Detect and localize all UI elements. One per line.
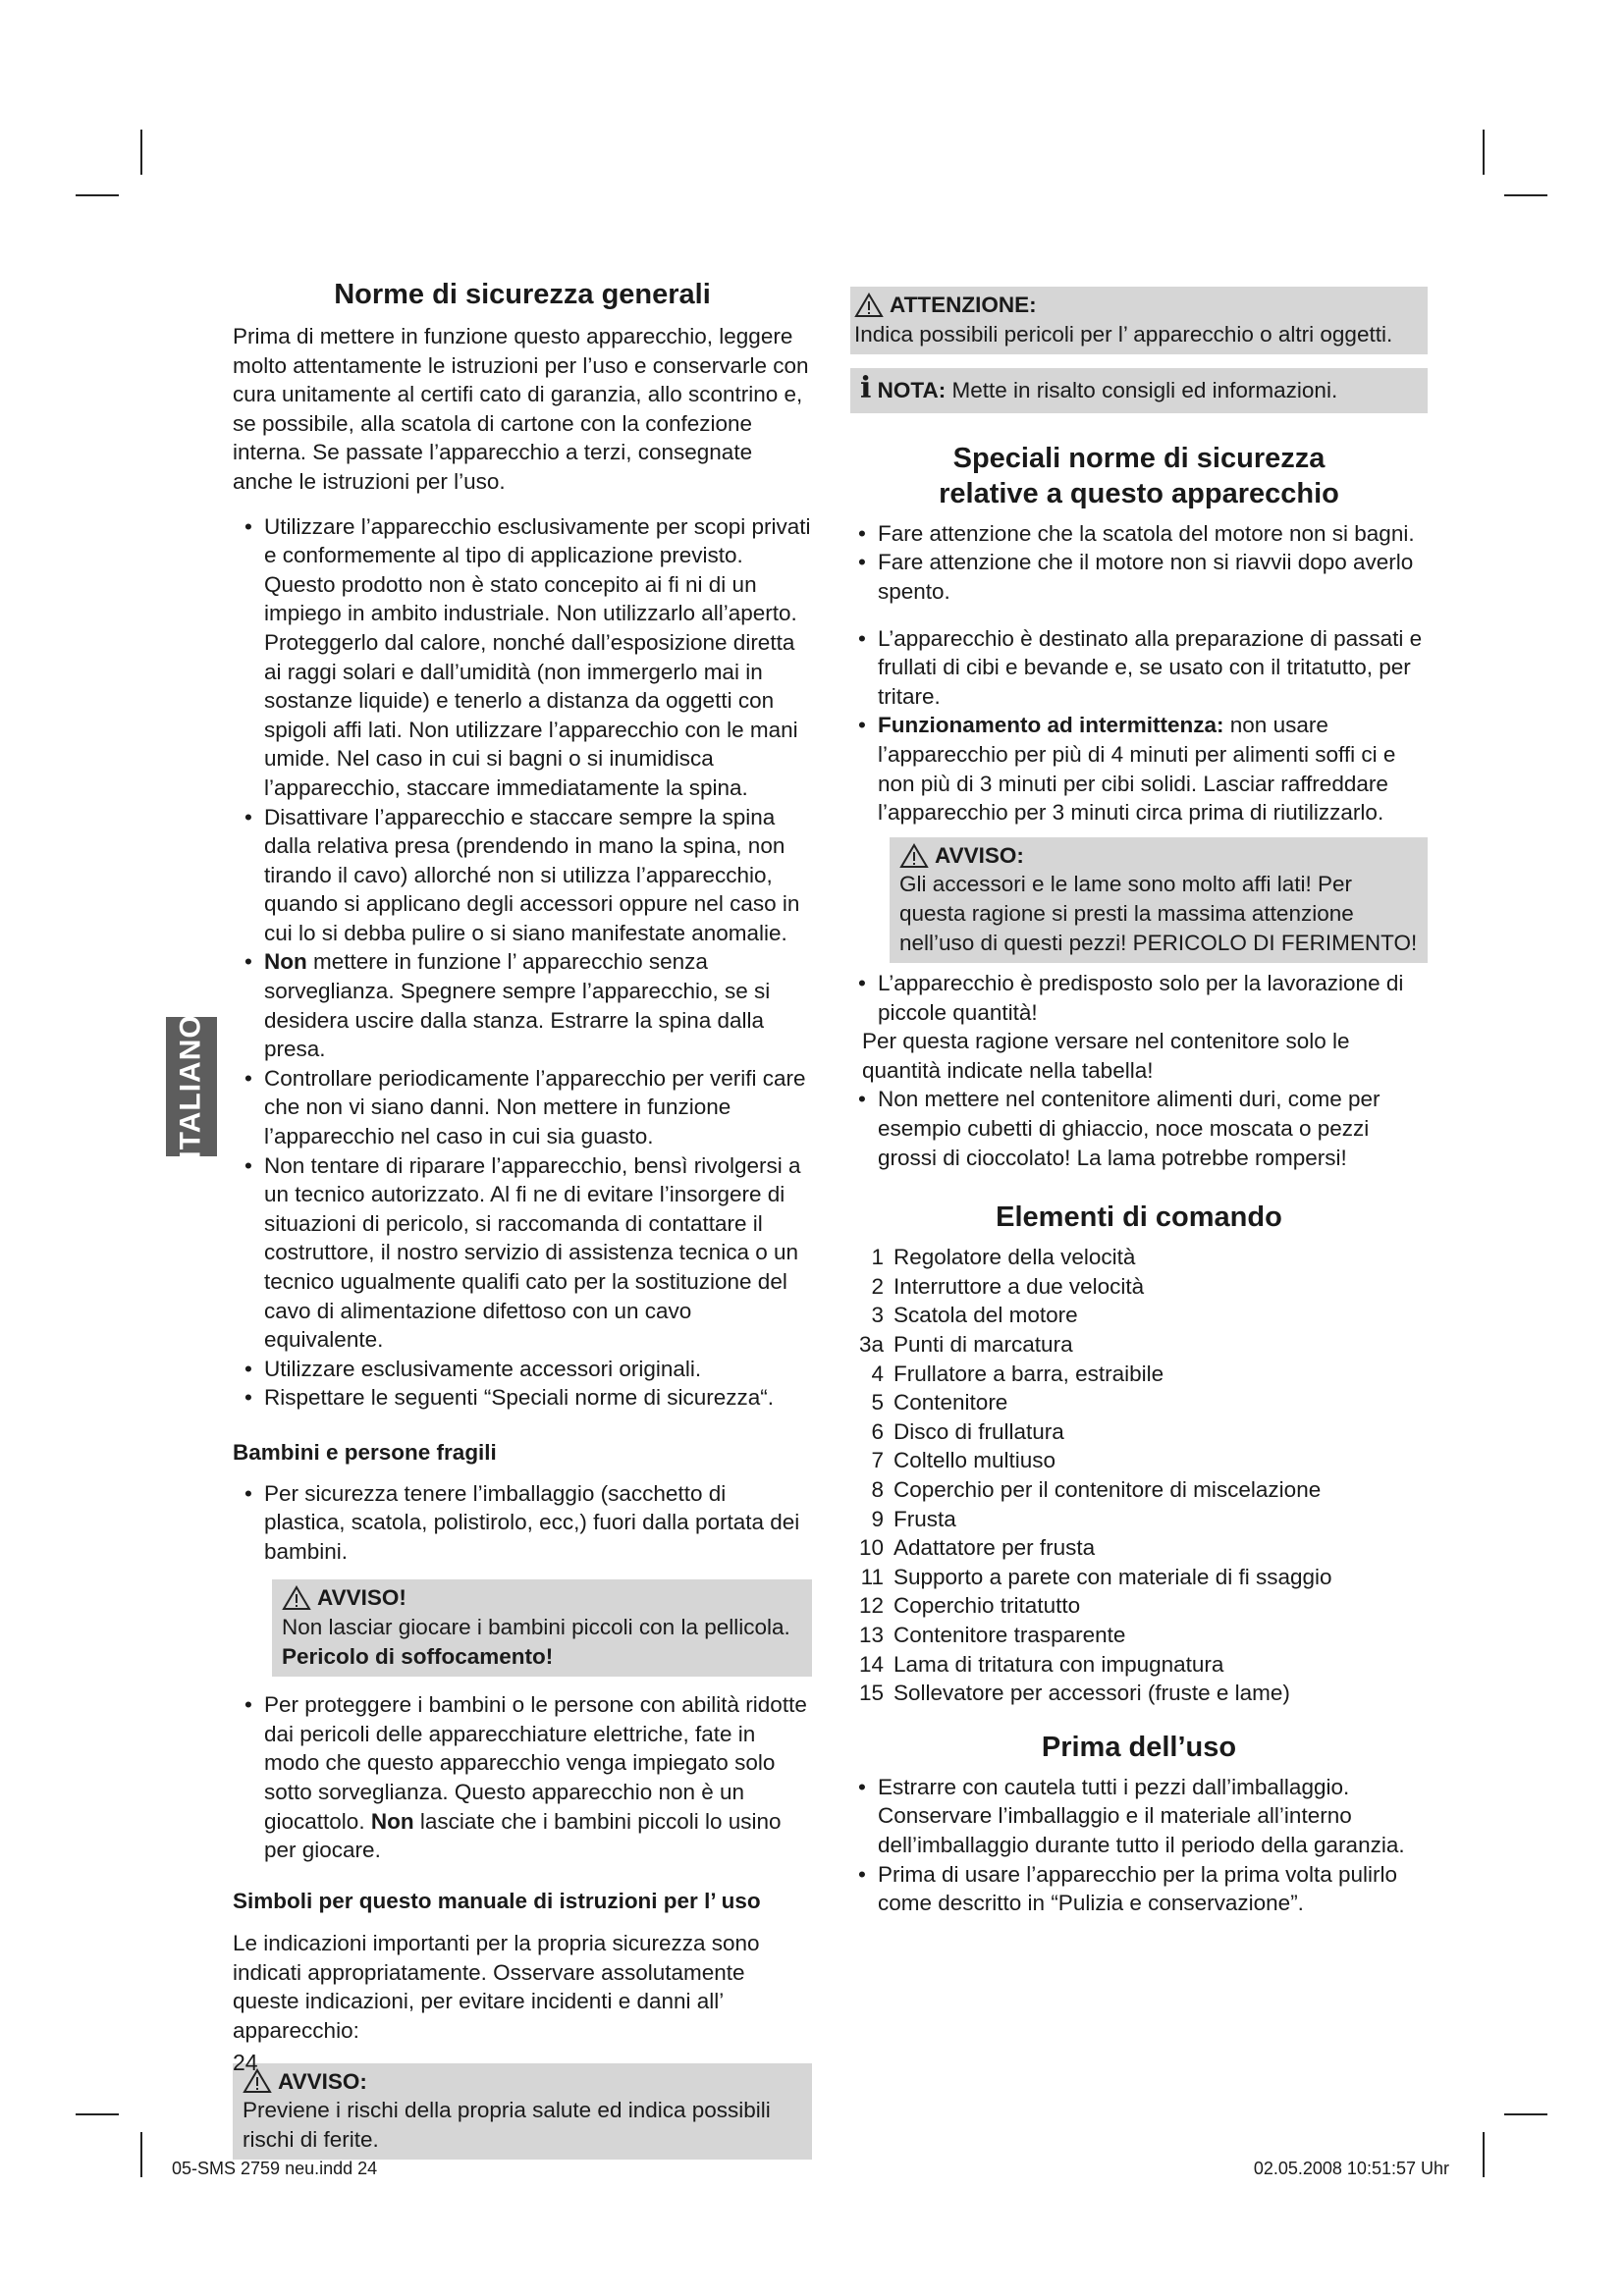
crop-mark (76, 2113, 119, 2115)
control-item (850, 1243, 1428, 1272)
control-label: Sollevatore per accessori (fruste e lame) (893, 1681, 1290, 1706)
list-item: • Disattivare l’apparecchio e staccare sempre la spina dalla relativa presa (prendendo in mano la spina, non tirando il cavo) allorché non si utilizza l’apparecchio, quando si applicano degli accessori oppure nel caso in cui lo si debba pulire o si siano manifestate anomalie. (264, 803, 812, 948)
list-item-text: Per proteggere i bambini o le persone con abilità ridotte dai pericoli delle apparecchiature elettriche, fate in modo che questo apparecchio venga impiegato solo sotto sorveglianza. Questo apparecchio non è un giocattolo. (264, 1692, 807, 1834)
quantity-paragraph: Per questa ragione versare nel contenitore solo le quantità indicate nella tabella! (862, 1029, 1350, 1083)
subheading: Simboli per questo manuale di istruzioni per l’ uso (233, 1888, 761, 1913)
crop-mark (1504, 2113, 1547, 2115)
warning-title (243, 2067, 802, 2097)
list-item: • Non mettere nel contenitore alimenti duri, come per esempio cubetti di ghiaccio, noce moscata o pezzi grossi di cioccolato! La lama potrebbe rompersi! (878, 1085, 1428, 1172)
bold-text: Non (264, 949, 307, 975)
control-label: Coperchio tritatutto (893, 1593, 1081, 1619)
control-number: 6 (871, 1418, 884, 1444)
controls-list (850, 1243, 1428, 1708)
control-item (850, 1475, 1428, 1505)
control-number: 10 (858, 1535, 884, 1561)
attention-title (854, 291, 1418, 320)
list-item-text: lasciate che i bambini piccoli lo usino per giocare. (264, 1808, 782, 1863)
warning-box (272, 1579, 812, 1677)
control-item (850, 1563, 1428, 1592)
footer-file: 05-SMS 2759 neu.indd 24 (172, 2159, 378, 2178)
control-label: Contenitore (893, 1390, 1008, 1415)
control-item (850, 1388, 1428, 1417)
crop-mark (140, 2132, 142, 2177)
warning-box (890, 837, 1428, 963)
control-number: 2 (871, 1273, 884, 1299)
warning-box (233, 2063, 812, 2161)
control-item (850, 1446, 1428, 1475)
list-item (264, 947, 812, 1063)
control-number: 3a (858, 1332, 884, 1358)
section-heading: Elementi di comando (996, 1201, 1282, 1234)
section-heading: Prima dell’uso (1041, 1731, 1237, 1763)
control-label: Regolatore della velocità (893, 1245, 1136, 1270)
list-item: • L’apparecchio è predisposto solo per la lavorazione di piccole quantità! (878, 969, 1428, 1027)
control-item (850, 1301, 1428, 1330)
control-number: 9 (871, 1506, 884, 1531)
before-use-list (850, 1773, 1428, 1918)
device-usage-list (850, 624, 1428, 828)
note-label: NOTA: (877, 378, 947, 403)
warning-triangle-icon (854, 293, 884, 318)
list-item: • Estrarre con cautela tutti i pezzi dall’imballaggio. Conservare l’imballaggio e il materiale all’interno dell’imballaggio durante tutto il periodo della garanzia. (878, 1773, 1428, 1860)
list-item (264, 1690, 812, 1865)
control-number: 4 (871, 1361, 884, 1386)
control-label: Adattatore per frusta (893, 1535, 1096, 1561)
list-item-text: non usare l’apparecchio per più di 4 minuti per alimenti soffi ci e non più di 3 minuti per cibi solidi. Lasciar raffreddare l’apparecchio per 3 minuti circa prima di riutilizzarlo. (878, 713, 1396, 826)
warning-text: Gli accessori e le lame sono molto affi lati! Per questa ragione si presti la massima attenzione nell’uso di questi pezzi! PERICOLO DI FERIMENTO! (899, 872, 1418, 955)
footer-timestamp: 02.05.2008 10:51:57 Uhr (1253, 2159, 1449, 2178)
control-label: Scatola del motore (893, 1303, 1078, 1328)
subheading: Bambini e persone fragili (233, 1439, 497, 1465)
list-item: • Utilizzare esclusivamente accessori originali. (264, 1355, 812, 1384)
control-item (850, 1505, 1428, 1534)
list-item: • Utilizzare l’apparecchio esclusivamente per scopi privati e conformemente al tipo di applicazione previsto. Questo prodotto non è stato concepito ai fi ni di un impiego in ambito industriale. Non utilizzarlo all’aperto. Proteggerlo dal calore, nonché dall’esposizione diretta ai raggi solari e dall’umidità (non immergerlo mai in sostanze liquide) e tenerlo a distanza da oggetti con spigoli affi lati. Non utilizzare l’apparecchio con le mani umide. Nel caso in cui si bagni o si inumidisca l’apparecchio, staccare immediatamente la spina. (264, 512, 812, 803)
info-icon: i (860, 371, 872, 406)
control-label: Coltello multiuso (893, 1448, 1056, 1473)
list-item: • Non tentare di riparare l’apparecchio, bensì rivolgersi a un tecnico autorizzato. Al fi ne di evitare l’insorgere di situazioni di pericolo, si raccomanda di contattare il costruttore, il nostro servizio di assistenza tecnica o un tecnico ugualmente qualifi cato per la sostituzione del cavo di alimentazione difettoso con un cavo equivalente. (264, 1151, 812, 1355)
heading-line: relative a questo apparecchio (939, 477, 1339, 509)
language-tab (166, 1014, 217, 1159)
list-item: • Rispettare le seguenti “Speciali norme di sicurezza“. (264, 1383, 812, 1413)
control-number: 11 (860, 1564, 884, 1589)
left-column (233, 277, 812, 2160)
control-number: 8 (871, 1477, 884, 1502)
warning-text: Non lasciar giocare i bambini piccoli con la pellicola. (282, 1614, 790, 1639)
attention-box (850, 287, 1428, 354)
control-item (850, 1360, 1428, 1389)
warning-title-text: AVVISO! (317, 1585, 406, 1611)
list-item: • Controllare periodicamente l’apparecchio per verifi care che non vi siano danni. Non mettere in funzione l’apparecchio nel caso in cui sia guasto. (264, 1064, 812, 1151)
crop-mark (140, 130, 142, 175)
bold-text: Non (370, 1808, 414, 1834)
page-number: 24 (233, 2050, 258, 2075)
control-label: Interruttore a due velocità (893, 1273, 1145, 1299)
children-list-2 (233, 1690, 812, 1865)
bold-text: Funzionamento ad intermittenza: (878, 713, 1224, 738)
control-number: 12 (858, 1593, 884, 1619)
crop-mark (1483, 2132, 1485, 2177)
control-number: 5 (871, 1390, 884, 1415)
control-item (850, 1650, 1428, 1680)
control-item (850, 1417, 1428, 1447)
heading-line: Speciali norme di sicurezza (952, 442, 1326, 474)
list-item: • Per sicurezza tenere l’imballaggio (sacchetto di plastica, scatola, polistirolo, ecc,) fuori dalla portata dei bambini. (264, 1479, 812, 1567)
symbols-paragraph: Le indicazioni importanti per la propria sicurezza sono indicati appropriatamente. Osservare assolutamente queste indicazioni, per evitare incidenti e danni all’ apparecchio: (233, 1931, 760, 2044)
control-item (850, 1621, 1428, 1650)
warning-text: Previene i rischi della propria salute ed indica possibili rischi di ferite. (243, 2098, 771, 2152)
control-label: Lama di tritatura con impugnatura (893, 1651, 1224, 1677)
control-item (850, 1591, 1428, 1621)
control-number: 1 (871, 1245, 884, 1270)
list-item: • L’apparecchio è destinato alla preparazione di passati e frullati di cibi e bevande e, se usato con il tritatutto, per tritare. (878, 624, 1428, 712)
control-item (850, 1679, 1428, 1708)
control-item (850, 1533, 1428, 1563)
control-label: Punti di marcatura (893, 1332, 1073, 1358)
warning-triangle-icon (899, 843, 929, 869)
language-tab-label: ITALIANO (175, 1014, 207, 1159)
control-number: 13 (858, 1622, 884, 1647)
section-heading (850, 441, 1428, 511)
list-item (878, 711, 1428, 827)
note-box (850, 368, 1428, 413)
control-number: 3 (871, 1303, 884, 1328)
control-number: 14 (858, 1651, 884, 1677)
control-item (850, 1272, 1428, 1302)
crop-mark (76, 194, 119, 196)
right-column (850, 287, 1428, 1918)
warning-title-text: AVVISO: (935, 842, 1024, 868)
control-label: Disco di frullatura (893, 1418, 1064, 1444)
control-label: Contenitore trasparente (893, 1622, 1126, 1647)
note-text: Mette in risalto consigli ed informazioni. (951, 378, 1338, 403)
list-item-text: mettere in funzione l’ apparecchio senza sorveglianza. Spegnere sempre l’apparecchio, se si desidera uscire dalla stanza. Estrarre la spina dalla presa. (264, 949, 771, 1062)
warning-title (282, 1583, 802, 1613)
attention-title-text: ATTENZIONE: (890, 293, 1037, 317)
control-label: Frullatore a barra, estraibile (893, 1361, 1164, 1386)
attention-text: Indica possibili pericoli per l’ apparecchio o altri oggetti. (854, 321, 1393, 347)
control-number: 7 (871, 1448, 884, 1473)
quantity-list (850, 969, 1428, 1027)
section-heading: Norme di sicurezza generali (334, 279, 711, 310)
list-item: • Fare attenzione che la scatola del motore non si bagni. (878, 519, 1428, 549)
intro-paragraph: Prima di mettere in funzione questo apparecchio, leggere molto attentamente le istruzioni per l’uso e conservarle con cura unitamente al certifi cato di garanzia, allo scontrino e, se possibile, alla scatola di cartone con la confezione interna. Se passate l’apparecchio a terzi, consegnate anche le istruzioni per l’uso. (233, 324, 809, 494)
control-label: Coperchio per il contenitore di miscelazione (893, 1477, 1322, 1502)
hard-food-list (850, 1085, 1428, 1172)
children-list (233, 1479, 812, 1567)
list-item: • Prima di usare l’apparecchio per la prima volta pulirlo come descritto in “Pulizia e conservazione”. (878, 1860, 1428, 1918)
list-item: • Fare attenzione che il motore non si riavvii dopo averlo spento. (878, 548, 1428, 606)
safety-list (233, 512, 812, 1413)
crop-mark (1504, 194, 1547, 196)
control-number: 15 (858, 1681, 884, 1706)
warning-emphasis: Pericolo di soffocamento! (282, 1643, 554, 1669)
device-safety-list (850, 519, 1428, 607)
crop-mark (1483, 130, 1485, 175)
control-label: Supporto a parete con materiale di fi ssaggio (893, 1564, 1332, 1589)
control-item (850, 1330, 1428, 1360)
control-label: Frusta (893, 1506, 956, 1531)
warning-triangle-icon (282, 1585, 311, 1611)
warning-title (899, 841, 1418, 871)
warning-title-text: AVVISO: (278, 2068, 367, 2094)
